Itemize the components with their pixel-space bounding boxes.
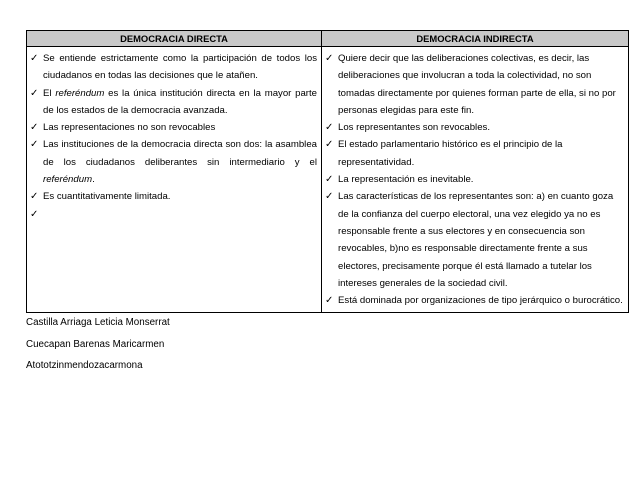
right-column-cell <box>322 47 629 313</box>
left-list-item <box>30 188 317 205</box>
right-list-item <box>325 188 624 292</box>
right-item-text: El estado parlamentario histórico es el principio de la representatividad. <box>338 139 563 168</box>
check-mark-icon: ✓ <box>325 295 334 307</box>
table-header-row <box>27 31 629 47</box>
right-item-text: Los representantes son revocables. <box>338 122 490 134</box>
left-list-item <box>30 136 317 188</box>
direct-democracy-list <box>30 50 317 220</box>
author-name-3: Atototzinmendozacarmona <box>26 360 143 371</box>
left-list-item <box>30 119 317 136</box>
left-list-item <box>30 85 317 120</box>
right-list-item <box>325 50 624 119</box>
indirect-democracy-list <box>325 50 624 309</box>
comparison-table <box>26 30 629 313</box>
author-name-2: Cuecapan Barenas Maricarmen <box>26 339 165 350</box>
check-mark-icon: ✓ <box>325 122 334 134</box>
check-mark-icon: ✓ <box>30 208 39 220</box>
check-mark-icon: ✓ <box>325 139 334 151</box>
right-item-text: Quiere decir que las deliberaciones colectivas, es decir, las deliberaciones que involucran a toda la colectividad, no son tomadas directamente por quienes forman parte de ella, si no por personas elegidas para este fin. <box>338 53 616 116</box>
check-mark-icon: ✓ <box>30 191 39 203</box>
left-item-text: Es cuantitativamente limitada. <box>43 191 171 203</box>
right-item-text: Está dominada por organizaciones de tipo jerárquico o burocrático. <box>338 295 623 307</box>
check-mark-icon: ✓ <box>30 122 39 134</box>
table-body-row <box>27 47 629 313</box>
left-item-text: El referéndum es la única institución directa en la mayor parte de los estados de la democracia avanzada. <box>43 87 317 116</box>
author-name-1: Castilla Arriaga Leticia Monserrat <box>26 317 170 328</box>
header-democracia-directa: DEMOCRACIA DIRECTA <box>27 31 322 47</box>
check-mark-icon: ✓ <box>30 53 39 64</box>
right-list-item <box>325 136 624 171</box>
right-list-item <box>325 171 624 188</box>
left-item-text: Se entiende estrictamente como la participación de todos los ciudadanos en todas las decisiones que le atañen. <box>43 53 317 82</box>
italic-term: referéndum <box>55 87 105 99</box>
right-item-text: La representación es inevitable. <box>338 174 474 186</box>
check-mark-icon: ✓ <box>325 174 334 186</box>
left-column-cell <box>27 47 322 313</box>
italic-term: referéndum <box>43 174 93 186</box>
header-democracia-indirecta: DEMOCRACIA INDIRECTA <box>322 31 629 47</box>
check-mark-icon: ✓ <box>30 87 39 99</box>
right-item-text: Las características de los representantes son: a) en cuanto goza de la confianza del cuerpo electoral, una vez elegido ya no es responsable frente a sus electores y en consecuencia son revocables, b)no es responsable directamente frente a sus electores, precisamente porque él está llamado a tutelar los intereses generales de la sociedad civil. <box>338 191 614 289</box>
left-item-text: Las instituciones de la democracia directa son dos: la asamblea de los ciudadanos deliberantes sin intermediario y el referéndum. <box>43 139 317 186</box>
left-list-item <box>30 50 317 85</box>
check-mark-icon: ✓ <box>30 139 39 151</box>
check-mark-icon: ✓ <box>325 53 334 64</box>
right-list-item <box>325 119 624 136</box>
right-list-item <box>325 292 624 309</box>
check-mark-icon: ✓ <box>325 191 334 203</box>
left-item-text: Las representaciones no son revocables <box>43 122 216 134</box>
